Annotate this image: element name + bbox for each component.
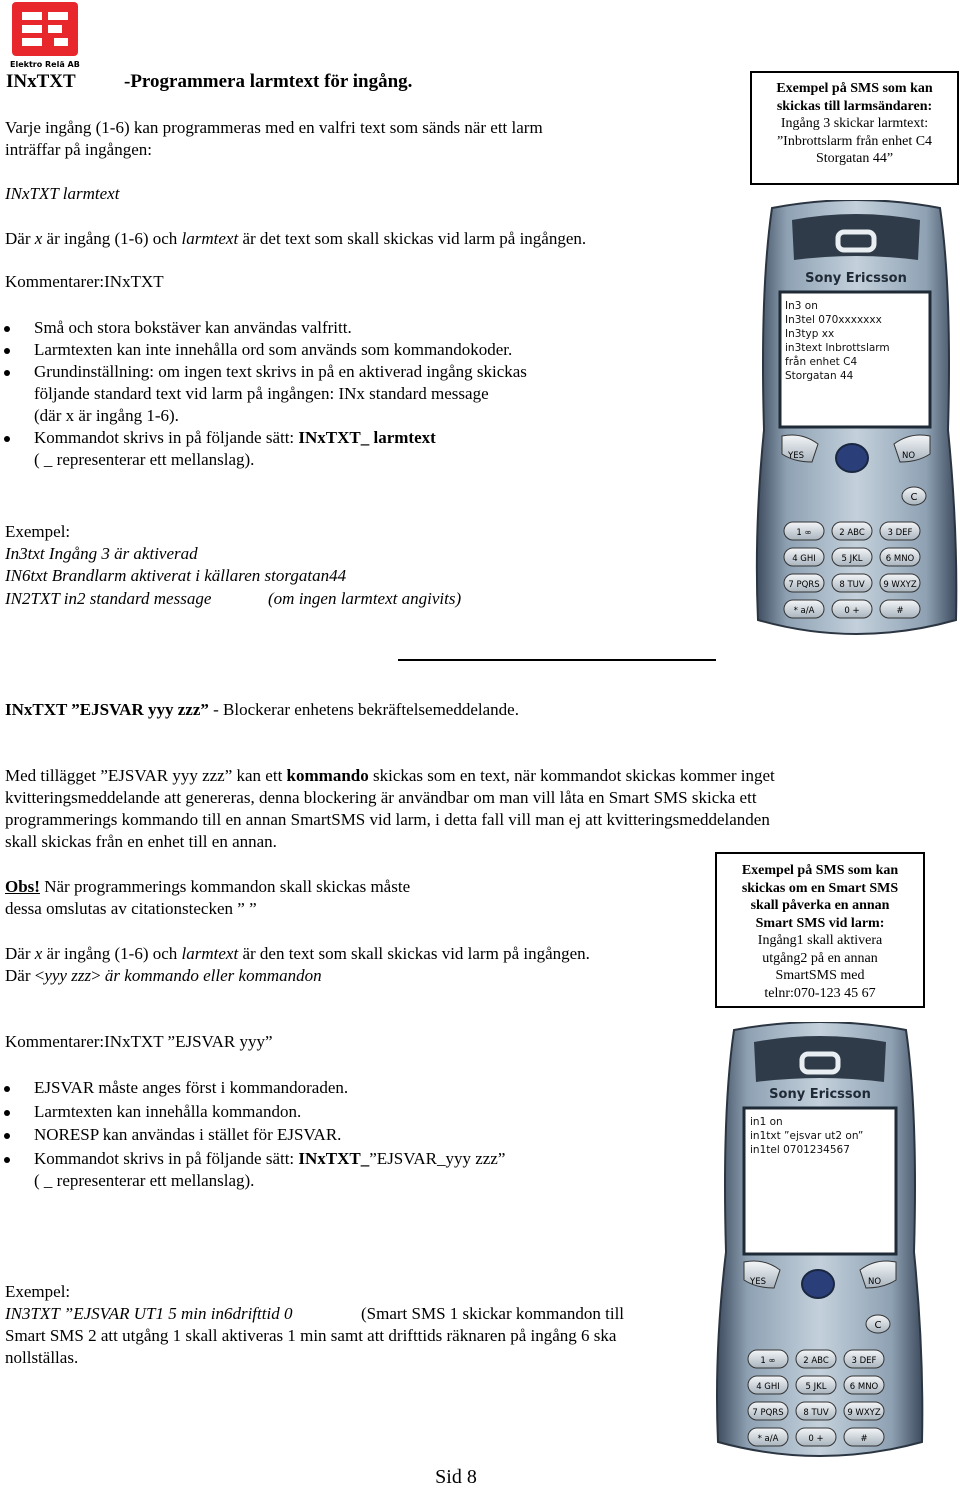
- list-item-text: NORESP kan användas i stället för EJSVAR.: [34, 1125, 342, 1144]
- box-line: Ingång1 skall aktivera: [757, 933, 883, 948]
- box-heading: skickas om en Smart SMS: [741, 880, 899, 896]
- divider: [398, 659, 716, 661]
- text-fragment: är ingång (1-6) och: [42, 229, 182, 248]
- keypad-key-label: 4 GHI: [756, 1382, 780, 1392]
- where-line: [5, 965, 590, 987]
- text-fragment: Kommandot skrivs in på följande sätt:: [34, 1148, 299, 1168]
- sms-example-box: [750, 71, 959, 185]
- box-line: telnr:070-123 45 67: [764, 985, 876, 1001]
- var-yyy-zzz: yyy zzz: [44, 966, 92, 985]
- bullet-icon: [4, 326, 10, 332]
- list-item-text: följande standard text vid larm på ingången: INx standard message: [34, 384, 489, 403]
- keypad-key-label: 5 JKL: [805, 1382, 827, 1392]
- logo-caption: Elektro Relä AB: [10, 60, 80, 69]
- keypad-key-label: 2 ABC: [803, 1356, 829, 1366]
- screen-line: in1tel 0701234567: [750, 1144, 850, 1156]
- list-item: [0, 1124, 505, 1146]
- example-line: IN2TXT in2 standard message: [5, 589, 212, 608]
- box-line: SmartSMS med: [775, 968, 865, 983]
- phone-brand: Sony Ericsson: [769, 1087, 871, 1102]
- list-item-text: (där x är ingång 1-6).: [34, 406, 179, 425]
- section2-paragraph: [5, 765, 775, 853]
- var-x: x: [34, 229, 43, 248]
- c-key-label: C: [874, 1320, 882, 1331]
- keypad-key-label: 1 ∞: [760, 1356, 776, 1366]
- phone-screen: [750, 1115, 863, 1157]
- keypad-key-label: 0 +: [844, 606, 860, 616]
- keypad-key-label: 3 DEF: [887, 528, 913, 538]
- text-fragment: kommando: [286, 766, 369, 785]
- section-title: INxTXT: [6, 71, 76, 92]
- bullet-icon: [4, 1110, 10, 1116]
- example-line: IN6txt Brandlarm aktiverat i källaren storgatan44: [5, 566, 347, 585]
- page-number: Sid 8: [435, 1466, 477, 1488]
- screen-line: från enhet C4: [785, 356, 858, 368]
- list-item: [0, 1077, 505, 1099]
- text-fragment: är ingång (1-6) och: [42, 944, 182, 963]
- yes-key-label: YES: [750, 1277, 766, 1287]
- no-key-label: NO: [902, 451, 916, 461]
- keypad-key-label: 9 WXYZ: [883, 580, 917, 590]
- list-item: [0, 1148, 505, 1192]
- list-item-text: ( _ representerar ett mellanslag).: [34, 1170, 255, 1190]
- list-item-text: [34, 1148, 505, 1170]
- keypad-key-label: 2 ABC: [839, 528, 865, 538]
- text-fragment: är den text som skall skickas vid larm på ingången.: [238, 944, 590, 963]
- var-larmtext: larmtext: [181, 944, 239, 963]
- list-item-text: Larmtexten kan inte innehålla ord som används som kommandokoder.: [34, 340, 513, 359]
- list-item-text: [34, 427, 527, 449]
- example-line: In3txt Ingång 3 är aktiverad: [5, 544, 198, 563]
- box-line: Ingång 3 skickar larmtext:: [780, 116, 929, 131]
- text-fragment: När programmerings kommandon skall skickas måste: [39, 877, 411, 896]
- no-key-label: NO: [868, 1277, 882, 1287]
- intro-line: Varje ingång (1-6) kan programmeras med en valfri text som sänds när ett larm: [5, 118, 543, 137]
- keypad-key-label: 3 DEF: [851, 1356, 877, 1366]
- example-line: Smart SMS 2 att utgång 1 skall aktiveras 1 min samt att drifttids räknaren på ingång 6 ska: [5, 1326, 617, 1345]
- text-fragment: är det text som skall skickas vid larm på ingången.: [238, 229, 587, 248]
- screen-line: In3 on: [785, 300, 818, 312]
- intro-paragraph: [5, 117, 543, 161]
- keypad-key-label: 1 ∞: [796, 528, 812, 538]
- bullet-icon: [4, 436, 10, 442]
- box-line: ”Inbrottslarm från enhet C4: [776, 133, 933, 149]
- example-line: nollställas.: [5, 1348, 79, 1367]
- example-description: (Smart SMS 1 skickar kommandon till: [361, 1304, 625, 1323]
- keypad-key-label: 7 PQRS: [788, 580, 820, 590]
- box-heading: Smart SMS vid larm:: [755, 915, 885, 931]
- list-item-text: Små och stora bokstäver kan användas valfritt.: [34, 318, 352, 337]
- paragraph-line: skall skickas från en enhet till en annan.: [5, 832, 277, 851]
- command-format: INxTXT_ larmtext: [298, 428, 436, 447]
- phone-brand: Sony Ericsson: [805, 271, 907, 286]
- bullet-icon: [4, 1086, 10, 1092]
- keypad-key-label: 4 GHI: [792, 554, 816, 564]
- screen-line: in1 on: [750, 1116, 783, 1128]
- var-x: x: [34, 944, 43, 963]
- paragraph-line: programmerings kommando till en annan SmartSMS vid larm, i detta fall vill man ej att kvitteringsmeddelanden: [5, 810, 770, 829]
- screen-line: Storgatan 44: [785, 370, 854, 382]
- bullet-icon: [4, 1157, 10, 1163]
- text-fragment: Där <: [5, 966, 45, 985]
- keypad-key-label: * a/A: [793, 606, 815, 616]
- paragraph-line: kvitteringsmeddelande att genereras, denna blockering är användbar om man vill låta en Smart SMS skicka ett: [5, 788, 757, 807]
- bullet-icon: [4, 348, 10, 354]
- list-item: [0, 339, 527, 361]
- paragraph-line: [5, 765, 775, 787]
- section2-heading: [5, 699, 519, 721]
- keypad-key-label: 8 TUV: [839, 580, 865, 590]
- list-item: [0, 361, 527, 427]
- comments-title: Kommentarer:INxTXT ”EJSVAR yyy”: [5, 1032, 273, 1051]
- text-fragment: Där: [5, 944, 35, 963]
- yes-key-label: YES: [788, 451, 804, 461]
- phone-screen: [785, 299, 890, 383]
- keypad-key-label: 6 MNO: [849, 1382, 879, 1392]
- screen-line: In3typ xx: [785, 328, 835, 340]
- box-heading: Exempel på SMS som kan: [776, 81, 933, 96]
- sms-example-box: [715, 852, 925, 1008]
- screen-line: in1txt ”ejsvar ut2 on”: [750, 1130, 864, 1142]
- screen-line: In3tel 070xxxxxxx: [785, 314, 882, 326]
- company-logo: [8, 2, 92, 70]
- var-larmtext: larmtext: [181, 229, 239, 248]
- box-line: Storgatan 44”: [815, 151, 894, 166]
- keypad-key-label: 0 +: [808, 1434, 824, 1444]
- text-fragment: Med tillägget ”EJSVAR yyy zzz” kan ett: [5, 766, 287, 785]
- example-note: (om ingen larmtext angivits): [268, 589, 462, 608]
- text-fragment: är kommando eller kommandon: [104, 966, 322, 985]
- box-line: utgång2 på en annan: [762, 950, 878, 966]
- keypad-key-label: 8 TUV: [803, 1408, 829, 1418]
- where-description: [5, 943, 590, 987]
- keypad-key-label: #: [860, 1434, 868, 1444]
- text-fragment: >: [91, 966, 105, 985]
- command-syntax: INxTXT larmtext: [5, 184, 120, 203]
- keypad-key-label: 5 JKL: [841, 554, 863, 564]
- command-format: INxTXT_: [298, 1148, 370, 1168]
- box-heading: Exempel på SMS som kan: [741, 863, 899, 878]
- comments-title: Kommentarer:INxTXT: [5, 272, 164, 291]
- keypad-key-label: 7 PQRS: [752, 1408, 784, 1418]
- section2-heading-rest: - Blockerar enhetens bekräftelsemeddelande.: [208, 700, 519, 719]
- keypad-key-label: 6 MNO: [885, 554, 915, 564]
- list-item-text: Grundinställning: om ingen text skrivs in på en aktiverad ingång skickas: [34, 362, 527, 381]
- text-fragment: Där: [5, 229, 35, 248]
- keypad-key-label: * a/A: [757, 1434, 779, 1444]
- example-label: Exempel:: [5, 1282, 71, 1301]
- text-fragment: Kommandot skrivs in på följande sätt:: [34, 428, 299, 447]
- list-item-text: Larmtexten kan innehålla kommandon.: [34, 1101, 302, 1121]
- example-command: IN3TXT ”EJSVAR UT1 5 min in6drifttid 0: [5, 1304, 293, 1323]
- bullet-icon: [4, 370, 10, 376]
- phone-image: [752, 200, 960, 640]
- obs-label: Obs!: [5, 877, 40, 896]
- section2-command: INxTXT ”EJSVAR yyy zzz”: [5, 700, 209, 719]
- list-item: [0, 1101, 505, 1123]
- where-line: [5, 943, 590, 965]
- screen-line: in3text Inbrottslarm: [785, 342, 890, 354]
- keypad-key-label: #: [896, 606, 904, 616]
- box-heading: skickas till larmsändaren:: [776, 98, 933, 114]
- box-heading: skall påverka en annan: [750, 898, 890, 913]
- text-fragment: skickas som en text, när kommandot skickas kommer inget: [368, 766, 775, 785]
- comments-list: [0, 1077, 505, 1192]
- intro-line: inträffar på ingången:: [5, 140, 152, 159]
- c-key-label: C: [910, 492, 918, 503]
- bullet-icon: [4, 1133, 10, 1139]
- example-label: Exempel:: [5, 522, 71, 541]
- where-description: [5, 228, 586, 250]
- list-item-text: ( _ representerar ett mellanslag).: [34, 450, 255, 469]
- obs-line: [5, 876, 410, 898]
- list-item: [0, 317, 527, 339]
- obs-line: dessa omslutas av citationstecken ” ”: [5, 899, 257, 918]
- obs-note: [5, 876, 410, 920]
- list-item-text: EJSVAR måste anges först i kommandoraden.: [34, 1078, 349, 1097]
- text-fragment: ”EJSVAR_yyy zzz”: [369, 1148, 506, 1168]
- keypad-key-label: 9 WXYZ: [847, 1408, 881, 1418]
- list-item: [0, 427, 527, 471]
- phone-image: [712, 1022, 928, 1462]
- comments-list: [0, 317, 527, 471]
- section-subtitle: -Programmera larmtext för ingång.: [124, 71, 413, 92]
